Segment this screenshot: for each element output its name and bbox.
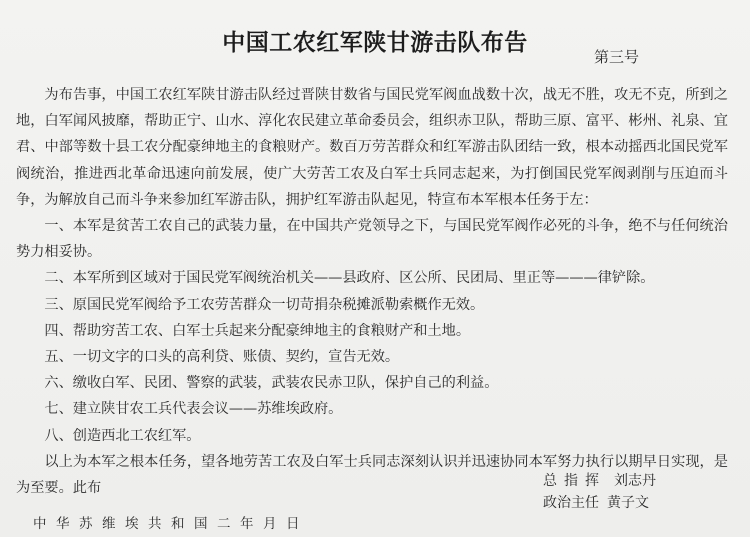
task-item-8: 八、创造西北工农红军。 [44,427,201,444]
signature-role: 总指挥 [543,473,606,489]
notice-number: 第三号 [594,48,640,66]
notice-title: 中国工农红军陕甘游击队布告 [222,30,528,56]
task-item-3: 三、原国民党军阀给予工农劳苦群众一切苛捐杂税摊派勒索概作无效。 [44,296,485,313]
notice-body [16,82,728,501]
signature-commander [543,470,656,492]
signature-political-director [543,492,649,514]
task-item-4: 四、帮助穷苦工农、白军士兵起来分配豪绅地主的食粮财产和土地。 [44,322,471,339]
task-item-5: 五、一切文字的口头的高利贷、账债、契约，宣告无效。 [44,349,400,366]
notice-date: 中华苏维埃共和国二年月日 [33,516,309,532]
signature-name: 黄子文 [607,495,649,511]
signature-role: 政治主任 [543,495,599,511]
closing-paragraph: 以上为本军之根本任务，望各地劳苦工农及白军士兵同志深刻认识并迅速协同本军努力执行以期早日实现，是为至要。此布 [16,453,728,497]
task-item-1: 一、本军是贫苦工农自己的武装力量，在中国共产党领导之下，与国民党军阀作必死的斗争，绝不与任何统治势力相妥协。 [16,218,728,261]
task-item-7: 七、建立陕甘农工兵代表会议——苏维埃政府。 [44,401,343,418]
signature-name: 刘志丹 [614,473,656,489]
task-item-2: 二、本军所到区域对于国民党军阀统治机关——县政府、区公所、民团局、里正等———律铲除。 [44,270,655,287]
task-item-6: 六、缴收白军、民团、警察的武装，武装农民赤卫队，保护自己的利益。 [44,375,499,392]
intro-paragraph: 为布告事，中国工农红军陕甘游击队经过晋陕甘数省与国民党军阀血战数十次，战无不胜，攻无不克，所到之地，白军闻风披靡，帮助正宁、山水、淳化农民建立革命委员会，组织赤卫队，帮助三原、富平、彬州、礼泉、宜君、中部等数十县工农分配豪绅地主的食粮财产。数百万劳苦群众和红军游击队团结一致，根本动摇西北国民党军阀统治，推进西北革命迅速向前发展，使广大劳苦工农及白军士兵同志起来，为打倒国民党军阀剥削与压迫而斗争，为解放自己而斗争来参加红军游击队，拥护红军游击队起见，特宣布本军根本任务于左： [16,87,728,208]
